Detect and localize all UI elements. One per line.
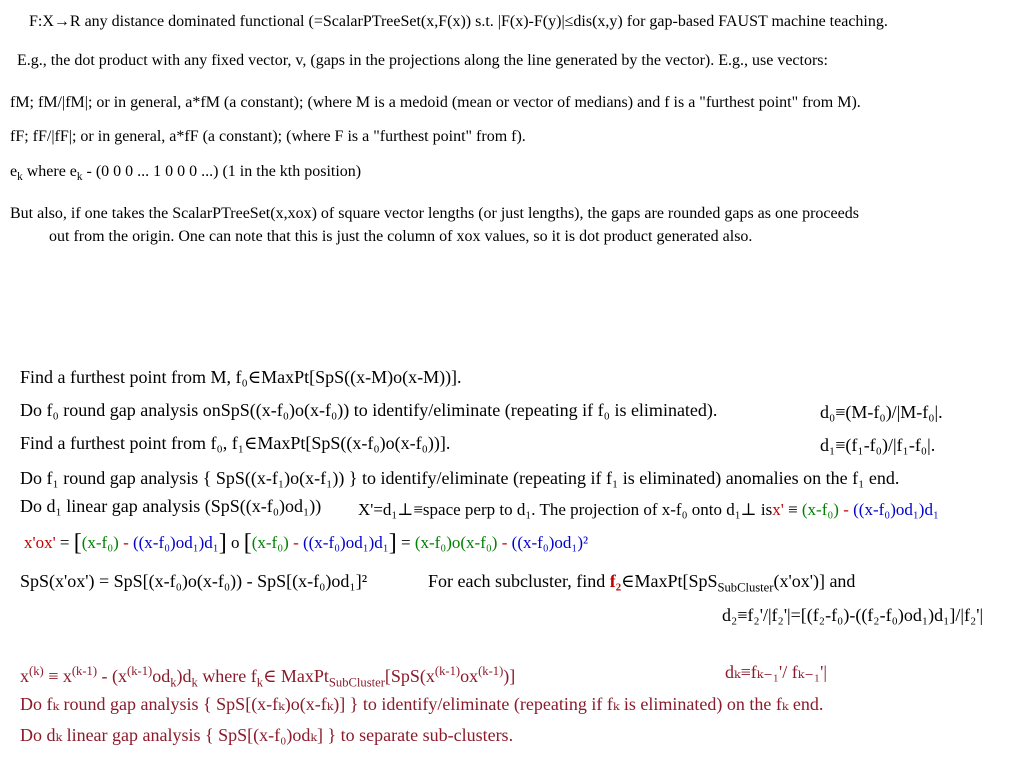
example-line: E.g., the dot product with any fixed vector, v, (gaps in the projections along the line generated by the vector). E.g., use vectors: xyxy=(17,52,828,69)
xprime-dot-xprime: x'ox' xyxy=(24,533,56,552)
subcluster-text-c: (x'ox')] and xyxy=(773,571,856,591)
sps-formula: SpS(x'ox') = SpS[(x-f₀)o(x-f₀)) - SpS[(x-f₀)od₁]² xyxy=(20,571,368,591)
xk-sub-sc: SubCluster xyxy=(328,675,385,690)
ek-sub: k xyxy=(17,171,23,184)
x-minus-f0: (x-f₀) xyxy=(801,500,839,519)
bracket-open-2: [ xyxy=(243,530,252,556)
step-furthest-from-f0: Find a furthest point from f₀, f₁∈MaxPt[SpS((x-f₀)o(x-f₀))]. xyxy=(20,433,451,453)
f2-symbol: f₂ xyxy=(609,571,622,591)
ek-sub-2: k xyxy=(76,171,83,184)
subcluster-line xyxy=(428,571,855,595)
dk-definition: dₖ≡fₖ₋₁'/ fₖ₋₁'| xyxy=(725,662,827,682)
bracket-open-1: [ xyxy=(73,530,82,556)
rhs-term-1: (x-f₀)o(x-f₀) xyxy=(414,533,498,552)
xk-sup4: (k-1) xyxy=(434,664,461,678)
minus-2: - xyxy=(288,533,303,552)
projection-line xyxy=(358,500,939,520)
step-f0-round-gap: Do f₀ round gap analysis onSpS((x-f₀)o(x-f₀)) to identify/eliminate (repeating if f₀ is eliminated). xyxy=(20,400,718,420)
scalar-ptree-line-cont: out from the origin. One can note that this is just the column of xox values, so it is dot product generated also. xyxy=(49,228,753,245)
d2-definition: d₂≡f₂'/|f₂'|=[(f₂-f₀)-((f₂-f₀)od₁)d₁]/|f₂'| xyxy=(722,605,984,625)
minus-sign: - xyxy=(838,500,854,519)
xk-h: [SpS(x xyxy=(384,666,435,686)
xk-d: od xyxy=(152,666,171,686)
xk-c: - (x xyxy=(97,666,128,686)
xk-b: ≡ x xyxy=(43,666,72,686)
definition-line: F:X→R any distance dominated functional (=ScalarPTreeSet(x,F(x)) s.t. |F(x)-F(y)|≤dis(x,y) for gap-based FAUST machine teaching. xyxy=(29,13,888,30)
xprime-symbol: x' xyxy=(772,500,784,519)
step-fk-round-gap: Do fₖ round gap analysis { SpS[(x-fₖ)o(x-fₖ)] } to identify/eliminate (repeating if fₖ is eliminated) on the fₖ end. xyxy=(20,694,824,714)
vector-fm-line: fM; fM/|fM|; or in general, a*fM (a constant); (where M is a medoid (mean or vector of medians) and f is a "furthest point" from M). xyxy=(10,94,861,111)
rhs-term-2: ((x-f₀)od₁)² xyxy=(511,533,589,552)
ek-where: where e xyxy=(22,163,77,180)
subcluster-sub: SubCluster xyxy=(717,580,774,595)
step-dk-linear-gap: Do dₖ linear gap analysis { SpS[(x-f₀)odₖ] } to separate sub-clusters. xyxy=(20,725,514,745)
xk-j: )] xyxy=(503,666,516,686)
step-furthest-from-m: Find a furthest point from M, f₀∈MaxPt[SpS((x-M)o(x-M))]. xyxy=(20,367,462,387)
xk-sup: (k) xyxy=(29,664,44,678)
subcluster-text-a: For each subcluster, find xyxy=(428,571,610,591)
xk-a: x xyxy=(20,666,29,686)
xk-sub-k2: k xyxy=(191,675,198,690)
expansion-line xyxy=(24,530,588,558)
xk-sup2: (k-1) xyxy=(71,664,98,678)
vector-ek-line xyxy=(10,163,361,184)
xk-sub-k1: k xyxy=(170,675,177,690)
xk-e: )d xyxy=(176,666,192,686)
perp-text: X'=d₁⊥≡space perp to d₁. The projection of x-f₀ onto d₁⊥ is xyxy=(358,500,773,519)
equiv-symbol: ≡ xyxy=(783,500,802,519)
d1-definition: d₁≡(f₁-f₀)/|f₁-f₀|. xyxy=(820,435,936,455)
xk-recursion xyxy=(20,664,515,690)
minus-1: - xyxy=(118,533,133,552)
scalar-ptree-line: But also, if one takes the ScalarPTreeSet(x,xox) of square vector lengths (or just lengths), the gaps are rounded gaps as one proceeds xyxy=(10,205,859,222)
term-proj: ((x-f₀)od₁)d₁ xyxy=(132,533,219,552)
term-x-f0-2: (x-f₀) xyxy=(251,533,289,552)
ek-symbol: e xyxy=(10,163,18,180)
xk-g: ∈ MaxPt xyxy=(263,666,329,686)
xk-f: where f xyxy=(197,666,257,686)
step-d1-linear-gap: Do d₁ linear gap analysis (SpS((x-f₀)od₁)) xyxy=(20,496,322,516)
d0-definition: d₀≡(M-f₀)/|M-f₀|. xyxy=(820,402,943,422)
rhs-eq: = xyxy=(396,533,415,552)
ek-desc: - (0 0 0 ... 1 0 0 0 ...) (1 in the kth position) xyxy=(82,163,362,180)
xk-sub-k3: k xyxy=(256,675,264,690)
dot-op: o xyxy=(226,533,244,552)
eq-sign: = xyxy=(55,533,74,552)
bracket-close-1: ] xyxy=(218,530,227,556)
subcluster-text-b: ∈MaxPt[SpS xyxy=(621,571,718,591)
projection-term: ((x-f₀)od₁)d₁ xyxy=(853,500,939,519)
minus-3: - xyxy=(497,533,512,552)
term-x-f0: (x-f₀) xyxy=(81,533,119,552)
vector-ff-line: fF; fF/|fF|; or in general, a*fF (a constant); (where F is a "furthest point" from f). xyxy=(10,128,526,145)
xk-sup3: (k-1) xyxy=(127,664,153,678)
xk-sup5: (k-1) xyxy=(478,664,504,678)
xk-i: ox xyxy=(460,666,479,686)
step-f1-round-gap: Do f₁ round gap analysis { SpS((x-f₁)o(x-f₁)) } to identify/eliminate (repeating if f₁ is eliminated) anomalies on the f₁ end. xyxy=(20,468,900,488)
term-proj-2: ((x-f₀)od₁)d₁ xyxy=(302,533,389,552)
bracket-close-2: ] xyxy=(388,530,397,556)
